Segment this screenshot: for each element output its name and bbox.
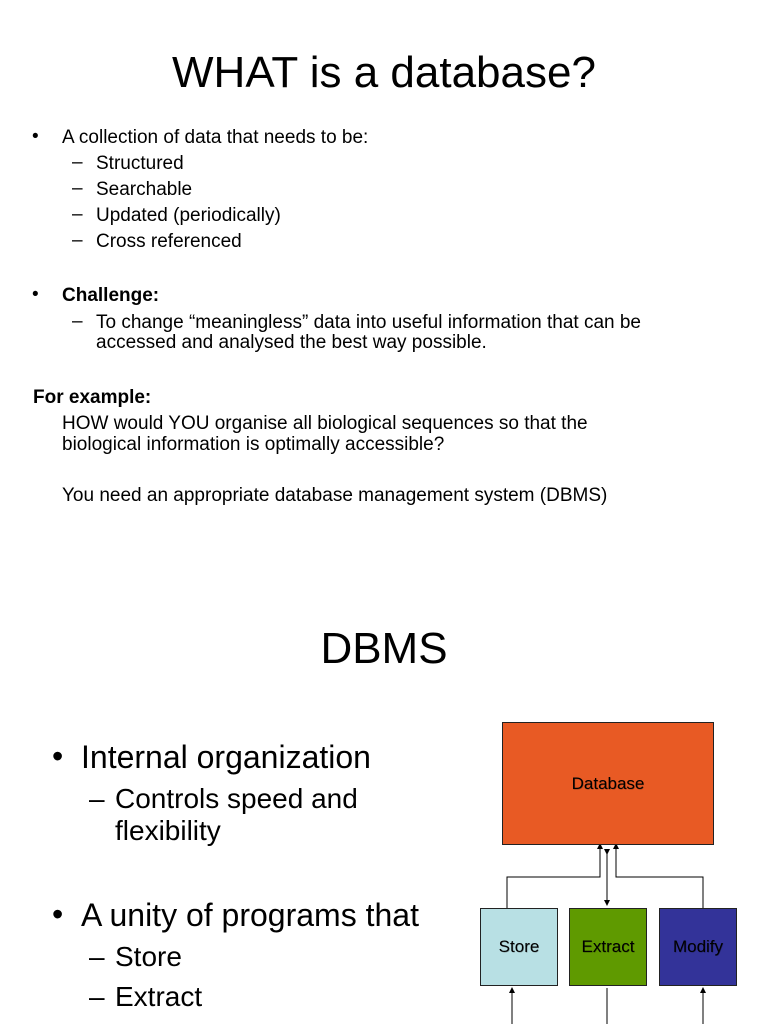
example-text-dbms: You need an appropriate database management system (DBMS) [62, 485, 608, 506]
subitem-updated: Updated (periodically) [96, 205, 281, 226]
subitem-controls-line1: Controls speed and [115, 783, 358, 814]
subitem-structured: Structured [96, 153, 184, 174]
database-label: Database [571, 773, 645, 793]
challenge-text-line1: To change “meaningless” data into useful information that can be [96, 312, 641, 333]
dash-marker: – [89, 981, 105, 1012]
extract-label: Extract [581, 937, 635, 956]
slide-dbms [0, 600, 768, 1024]
challenge-text-line2: accessed and analysed the best way possible. [96, 332, 487, 353]
dash-marker: – [72, 311, 83, 332]
store-box [480, 908, 558, 986]
bullet-marker: • [32, 284, 39, 305]
subitem-extract: Extract [115, 981, 203, 1012]
bullet-marker: • [32, 126, 39, 147]
dash-marker: – [89, 941, 105, 972]
bullet-marker: • [52, 738, 64, 774]
bullet-text-internal-organization: Internal organization [81, 739, 371, 775]
extract-box [569, 908, 647, 986]
slide-title: DBMS [320, 624, 448, 673]
subitem-cross-referenced: Cross referenced [96, 231, 242, 252]
modify-to-database-arrow [616, 846, 703, 909]
modify-label: Modify [672, 937, 724, 956]
dash-marker: – [89, 783, 105, 814]
dash-marker: – [72, 230, 83, 251]
bullet-text-collection: A collection of data that needs to be: [62, 127, 369, 148]
modify-box [659, 908, 737, 986]
dash-marker: – [72, 204, 83, 225]
example-text-line2: biological information is optimally accessible? [62, 434, 445, 455]
dash-marker: – [72, 152, 83, 173]
subitem-store: Store [115, 941, 182, 972]
slide-title: WHAT is a database? [172, 48, 596, 97]
subitem-searchable: Searchable [96, 179, 193, 200]
example-text-line1: HOW would YOU organise all biological sequences so that the [62, 413, 588, 434]
challenge-heading: Challenge: [62, 285, 160, 306]
bullet-marker: • [52, 896, 64, 932]
store-label: Store [498, 937, 540, 956]
database-box [502, 722, 714, 845]
example-heading: For example: [33, 387, 152, 408]
bullet-text-unity-of-programs: A unity of programs that [81, 897, 419, 933]
subitem-controls-line2: flexibility [115, 815, 221, 846]
dash-marker: – [72, 178, 83, 199]
store-to-database-arrow [507, 846, 600, 909]
